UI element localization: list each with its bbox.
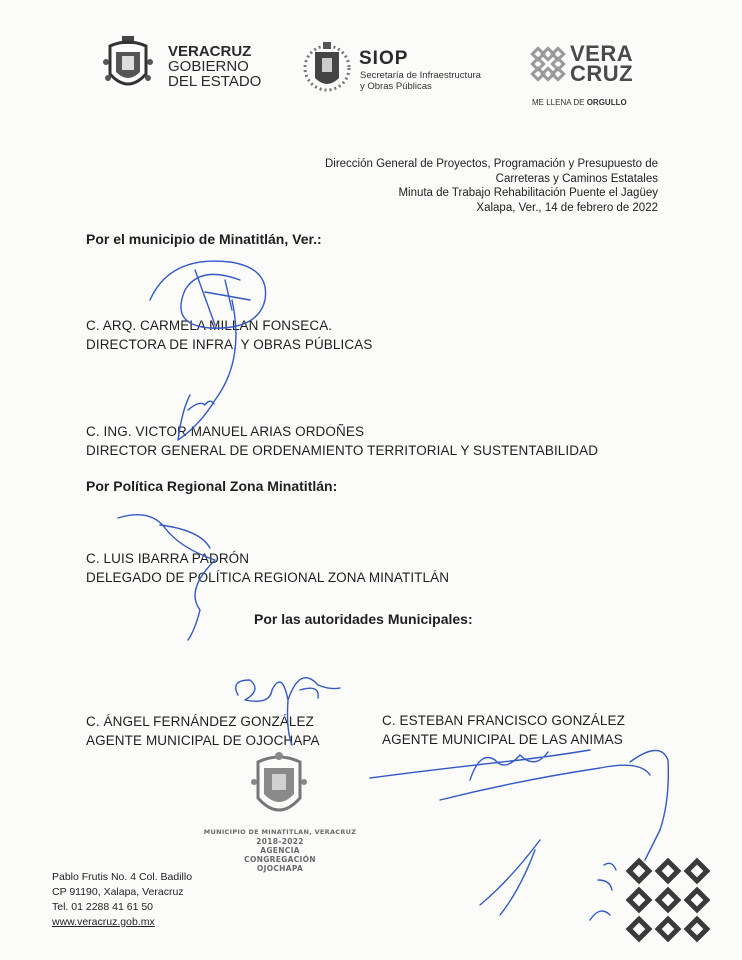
signatory-name: C. LUIS IBARRA PADRÓN (86, 551, 250, 566)
section-heading-municipio: Por el municipio de Minatitlán, Ver.: (86, 231, 322, 247)
footer-phone: Tel. 01 2288 41 61 50 (52, 901, 154, 913)
brand-cruz: CRUZ (570, 61, 634, 86)
signatory-block-carmela (86, 316, 372, 354)
logo-line-gobierno: GOBIERNO (168, 58, 249, 75)
signatory-block-luis (86, 549, 449, 587)
stamp-line-4: CONGREGACIÓN (244, 855, 316, 864)
doc-header-line-1: Dirección General de Proyectos, Programación y Presupuesto de (324, 158, 658, 170)
logo-line-veracruz: VERACRUZ (168, 43, 252, 60)
brand-tagline (532, 98, 627, 107)
signatory-title: DIRECTORA DE INFRA. Y OBRAS PÚBLICAS (86, 337, 373, 352)
siop-emblem-icon (303, 40, 351, 98)
veracruz-brand-logo (526, 40, 646, 112)
signatory-name: C. ÁNGEL FERNÁNDEZ GONZÁLEZ (86, 714, 314, 729)
siop-subtitle-1: Secretaría de Infraestructura (360, 70, 481, 81)
veracruz-government-logo (100, 34, 270, 98)
decorative-knot-icon (620, 852, 716, 950)
stamp-line-2: 2018-2022 (256, 837, 304, 846)
signatory-block-angel (86, 712, 320, 750)
doc-header-line-3: Minuta de Trabajo Rehabilitación Puente el Jagüey (398, 187, 658, 199)
signatory-name: C. ARQ. CARMELA MILLAN FONSECA. (86, 318, 333, 333)
footer-website-link[interactable]: www.veracruz.gob.mx (52, 916, 155, 928)
municipal-seal-icon (250, 752, 308, 824)
section-heading-politica: Por Política Regional Zona Minatitlán: (86, 478, 338, 494)
doc-header-line-2: Carreteras y Caminos Estatales (495, 172, 658, 185)
signatory-name: C. ESTEBAN FRANCISCO GONZÁLEZ (382, 713, 625, 728)
brand-vera: VERA (570, 41, 634, 66)
stamp-line-5: OJOCHAPA (256, 864, 304, 873)
signatory-name: C. ING. VICTOR MANUEL ARIAS ORDOÑES (86, 424, 365, 439)
logo-line-del-estado: DEL ESTADO (168, 73, 262, 90)
footer-city: CP 91190, Xalapa, Veracruz (52, 886, 184, 898)
footer-street: Pablo Frutis No. 4 Col. Badillo (52, 871, 193, 883)
siop-subtitle-2: y Obras Públicas (360, 81, 432, 92)
siop-logo (303, 40, 503, 100)
doc-header-line-4: Xalapa, Ver., 14 de febrero de 2022 (476, 201, 658, 214)
initials-mark (590, 863, 616, 920)
signatory-block-esteban (382, 711, 625, 749)
document-header (250, 157, 658, 215)
section-heading-autoridades: Por las autoridades Municipales: (254, 611, 473, 627)
signature-esteban (370, 750, 668, 860)
official-stamp (200, 752, 360, 882)
siop-name: SIOP (359, 48, 409, 69)
footer-address (52, 870, 192, 930)
coat-of-arms-icon (100, 34, 156, 96)
signature-mark (480, 840, 540, 915)
signatory-title: DELEGADO DE POLÍTICA REGIONAL ZONA MINATITLÁN (86, 570, 450, 585)
stamp-line-1: MUNICIPIO DE MINATITLAN, VERACRUZ (203, 828, 357, 836)
signatory-title: AGENTE MUNICIPAL DE OJOCHAPA (86, 733, 320, 748)
stamp-line-3: AGENCIA (260, 846, 300, 855)
signatory-title: DIRECTOR GENERAL DE ORDENAMIENTO TERRITORIAL Y SUSTENTABILIDAD (86, 443, 599, 458)
signatory-title: AGENTE MUNICIPAL DE LAS ANIMAS (382, 732, 623, 747)
brand-tagline-pre: ME LLENA DE (532, 98, 587, 107)
signatory-block-victor (86, 422, 598, 460)
brand-tagline-bold: ORGULLO (586, 98, 627, 107)
brand-knot-icon (530, 46, 566, 82)
